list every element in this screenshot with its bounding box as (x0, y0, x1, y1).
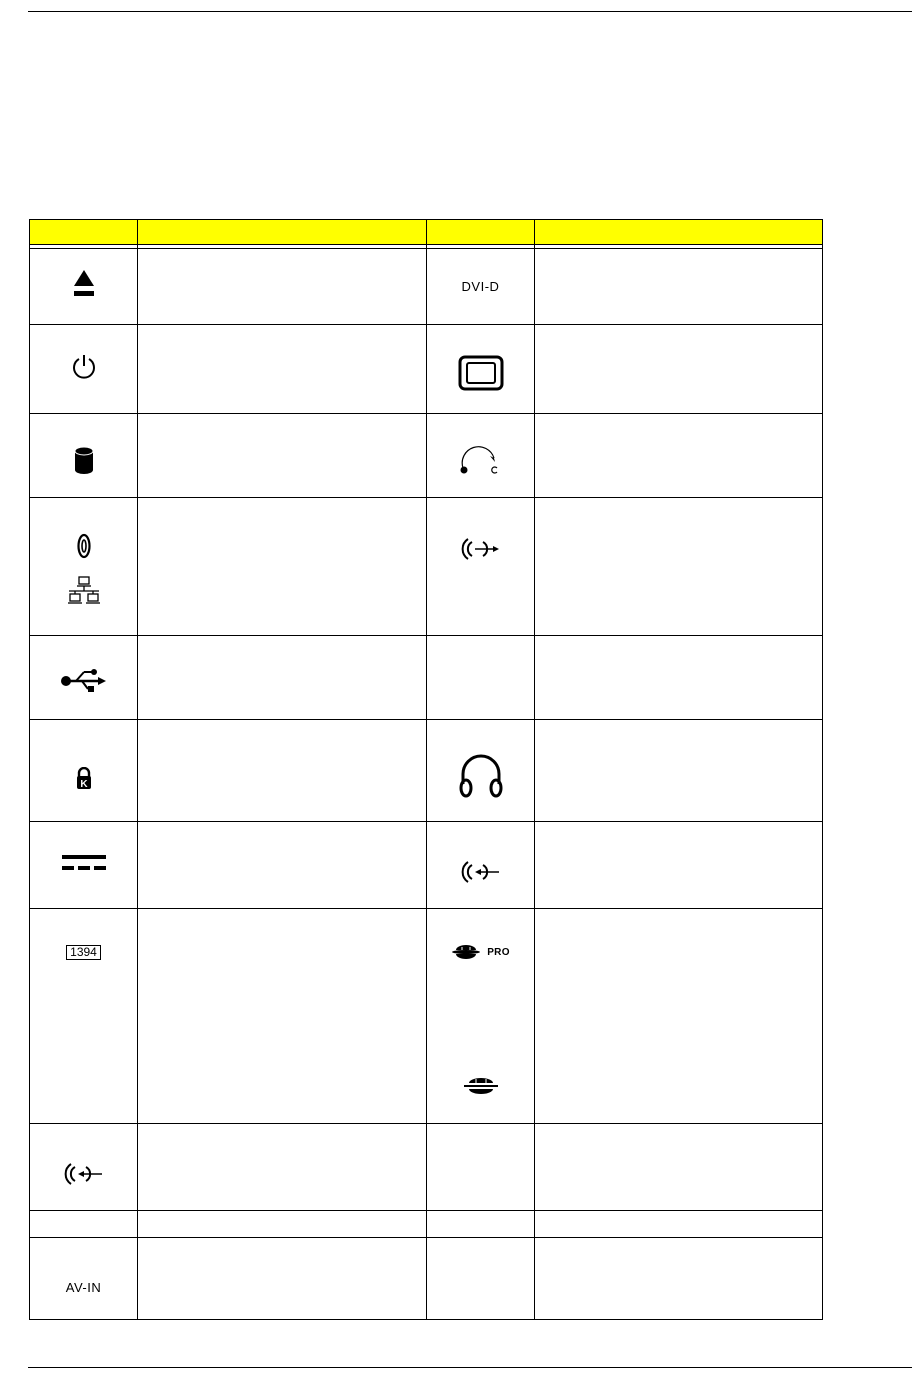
table-row (30, 636, 823, 720)
dc-in-icon (60, 852, 108, 874)
item-cell (138, 249, 427, 325)
memory-stick-icon (463, 1077, 499, 1095)
ieee1394-icon: 1394 (66, 945, 101, 960)
icon-cell (30, 249, 138, 325)
icon-cell (427, 1124, 535, 1211)
table-header-row (30, 220, 823, 245)
item-cell (138, 909, 427, 1124)
item-cell (535, 325, 823, 414)
av-in-icon: AV-IN (65, 1280, 102, 1295)
headphone-icon (457, 752, 505, 798)
icon-cell (427, 498, 535, 636)
usb-icon (60, 668, 108, 694)
icon-cell (427, 249, 535, 325)
table-row (30, 1211, 823, 1238)
mic-in-icon (64, 1161, 104, 1187)
item-cell (138, 822, 427, 909)
header-icon-col-2 (427, 220, 535, 245)
svg-text:K: K (79, 779, 88, 790)
line-in-icon (461, 859, 501, 885)
kensington-lock-icon (75, 767, 93, 791)
item-cell (535, 1238, 823, 1320)
table-row (30, 1238, 823, 1320)
icon-cell (427, 1211, 535, 1238)
item-cell (138, 414, 427, 498)
icon-cell (427, 414, 535, 498)
item-cell (535, 414, 823, 498)
icon-cell (427, 325, 535, 414)
standby-icon (458, 446, 504, 476)
memory-stick-pro-icon (451, 945, 481, 959)
icon-cell (30, 720, 138, 822)
icon-cell (427, 1238, 535, 1320)
item-cell (535, 1124, 823, 1211)
icon-cell (30, 636, 138, 720)
table-row (30, 822, 823, 909)
item-cell (535, 909, 823, 1124)
table-row (30, 1124, 823, 1211)
item-cell (535, 822, 823, 909)
item-cell (138, 1124, 427, 1211)
icon-cell (30, 1124, 138, 1211)
table-row (30, 498, 823, 636)
icon-cell (427, 822, 535, 909)
item-cell (138, 720, 427, 822)
header-item-col-2 (535, 220, 823, 245)
icon-cell (427, 636, 535, 720)
icon-cell (30, 1238, 138, 1320)
footer-rule (28, 1367, 912, 1368)
icon-cell (427, 720, 535, 822)
vga-monitor-icon (457, 354, 505, 392)
dvi-d-icon: DVI-D (461, 278, 500, 294)
icon-cell (30, 498, 138, 636)
table-row (30, 325, 823, 414)
item-cell (138, 636, 427, 720)
icon-table (29, 219, 823, 1320)
item-cell (535, 636, 823, 720)
table-row (30, 909, 823, 1124)
header-item-col (138, 220, 427, 245)
network-icon (67, 576, 101, 606)
icon-cell (30, 325, 138, 414)
header-icon-col (30, 220, 138, 245)
table-row (30, 414, 823, 498)
table-row (30, 249, 823, 325)
item-cell (535, 1211, 823, 1238)
icon-cell (30, 1211, 138, 1238)
modem-icon (76, 532, 92, 560)
memory-stick-pro-label: PRO (487, 946, 510, 958)
table-row (30, 720, 823, 822)
item-cell (535, 720, 823, 822)
hdd-icon (73, 446, 95, 476)
item-cell (138, 325, 427, 414)
item-cell (535, 498, 823, 636)
item-cell (138, 498, 427, 636)
icon-cell (427, 909, 535, 1124)
header-rule (28, 11, 912, 12)
item-cell (138, 1238, 427, 1320)
item-cell (535, 249, 823, 325)
item-cell (138, 1211, 427, 1238)
eject-icon (72, 268, 96, 300)
icon-cell (30, 414, 138, 498)
audio-out-icon (461, 536, 501, 562)
icon-cell (30, 822, 138, 909)
icon-cell (30, 909, 138, 1124)
power-icon (71, 353, 97, 381)
